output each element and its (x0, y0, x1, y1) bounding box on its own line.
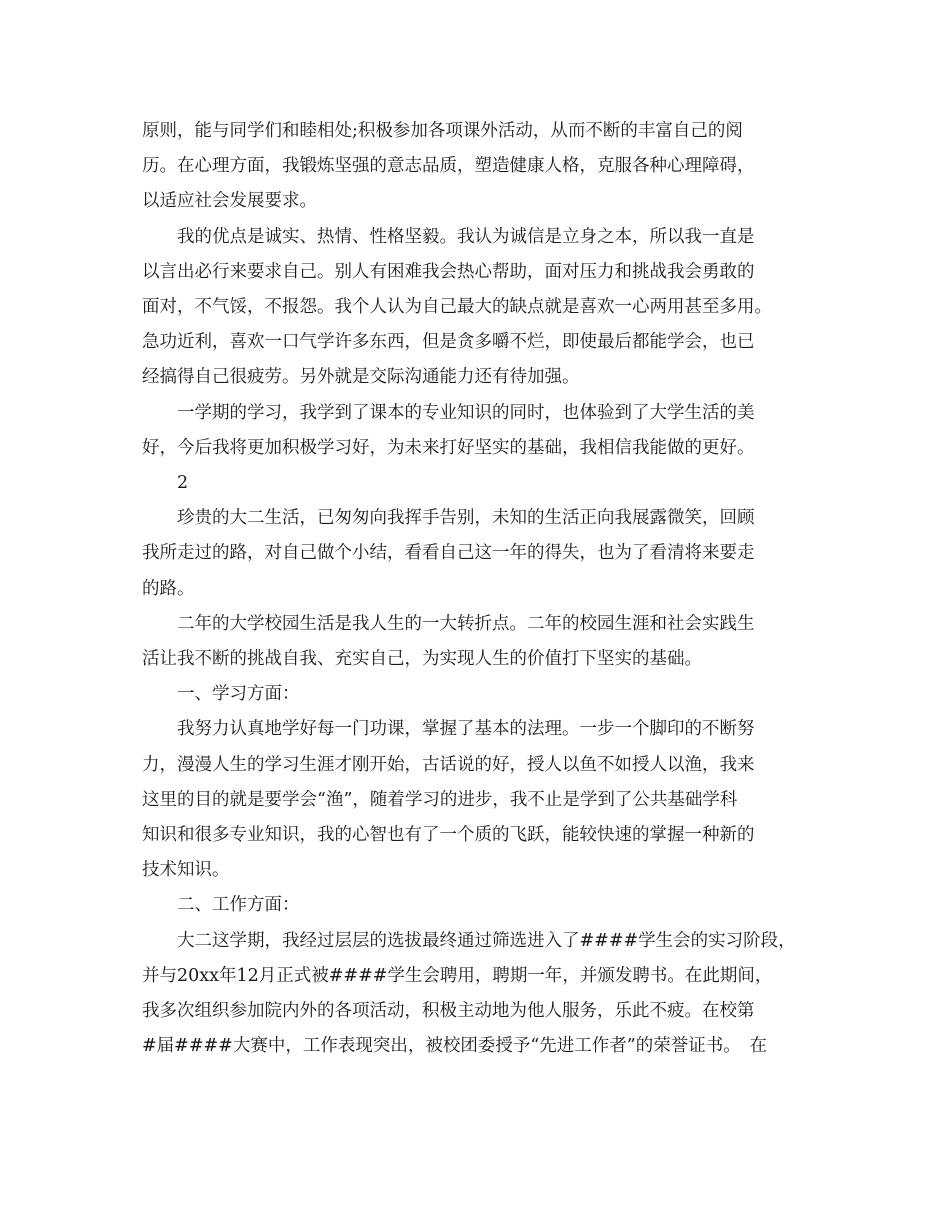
text-line: 历。在心理方面，我锻炼坚强的意志品质，塑造健康人格，克服各种心理障碍， (142, 156, 755, 177)
text-line: 2 (177, 473, 189, 494)
text-line: 一、学习方面： (177, 684, 300, 705)
text-line: 好，今后我将更加积极学习好，为未来打好坚实的基础，我相信我能做的更好。 (142, 437, 755, 458)
text-line: 力，漫漫人生的学习生涯才刚开始，古话说的好，授人以鱼不如授人以渔，我来 (142, 754, 755, 775)
text-line: 二年的大学校园生活是我人生的一大转折点。二年的校园生涯和社会实践生 (177, 613, 755, 634)
heading-work (142, 888, 812, 923)
text-line: 二、工作方面： (177, 895, 300, 916)
text-line: 我的优点是诚实、热情、性格坚毅。我认为诚信是立身之本，所以我一直是 (177, 226, 755, 247)
text-line: 以适应社会发展要求。 (142, 191, 317, 212)
section-number (142, 466, 812, 501)
text-line: 面对，不气馁，不报怨。我个人认为自己最大的缺点就是喜欢一心两用甚至多用。 (142, 297, 772, 318)
text-line: 一学期的学习，我学到了课本的专业知识的同时，也体验到了大学生活的美 (177, 402, 755, 423)
paragraph-3 (142, 396, 812, 466)
heading-study (142, 677, 812, 712)
paragraph-10 (142, 924, 812, 1065)
paragraph-6 (142, 607, 812, 677)
text-line: 知识和很多专业知识，我的心智也有了一个质的飞跃，能较快速的掌握一种新的 (142, 825, 755, 846)
text-line: 以言出必行来要求自己。别人有困难我会热心帮助，面对压力和挑战我会勇敢的 (142, 261, 755, 282)
text-line: 并与20xx年12月正式被####学生会聘用，聘期一年，并颁发聘书。在此期间， (142, 965, 773, 986)
document-body (142, 114, 812, 1064)
text-line: 急功近利，喜欢一口气学许多东西，但是贪多嚼不烂，即使最后都能学会，也已 (142, 332, 755, 353)
text-line: 我多次组织参加院内外的各项活动，积极主动地为他人服务，乐此不疲。在校第 (142, 1001, 755, 1022)
paragraph-1 (142, 114, 812, 220)
text-line: 这里的目的就是要学会“渔”，随着学习的进步，我不止是学到了公共基础学科 (142, 789, 738, 810)
text-line: 经搞得自己很疲劳。另外就是交际沟通能力还有待加强。 (142, 367, 580, 388)
text-line: 的路。 (142, 578, 195, 599)
text-line: 我努力认真地学好每一门功课，掌握了基本的法理。一步一个脚印的不断努 (177, 719, 755, 740)
text-line: 技术知识。 (142, 860, 230, 881)
text-line: #届####大赛中，工作表现突出，被校团委授予“先进工作者”的荣誉证书。 在 (142, 1036, 767, 1057)
text-line: 大二这学期，我经过层层的选拔最终通过筛选进入了####学生会的实习阶段， (177, 930, 796, 951)
text-line: 珍贵的大二生活，已匆匆向我挥手告别，未知的生活正向我展露微笑，回顾 (177, 508, 755, 529)
text-line: 原则，能与同学们和睦相处;积极参加各项课外活动，从而不断的丰富自己的阅 (142, 121, 743, 141)
paragraph-8 (142, 712, 812, 888)
paragraph-5 (142, 501, 812, 607)
paragraph-2 (142, 220, 812, 396)
text-line: 我所走过的路，对自己做个小结，看看自己这一年的得失，也为了看清将来要走 (142, 543, 755, 564)
text-line: 活让我不断的挑战自我、充实自己，为实现人生的价值打下坚实的基础。 (142, 649, 702, 670)
